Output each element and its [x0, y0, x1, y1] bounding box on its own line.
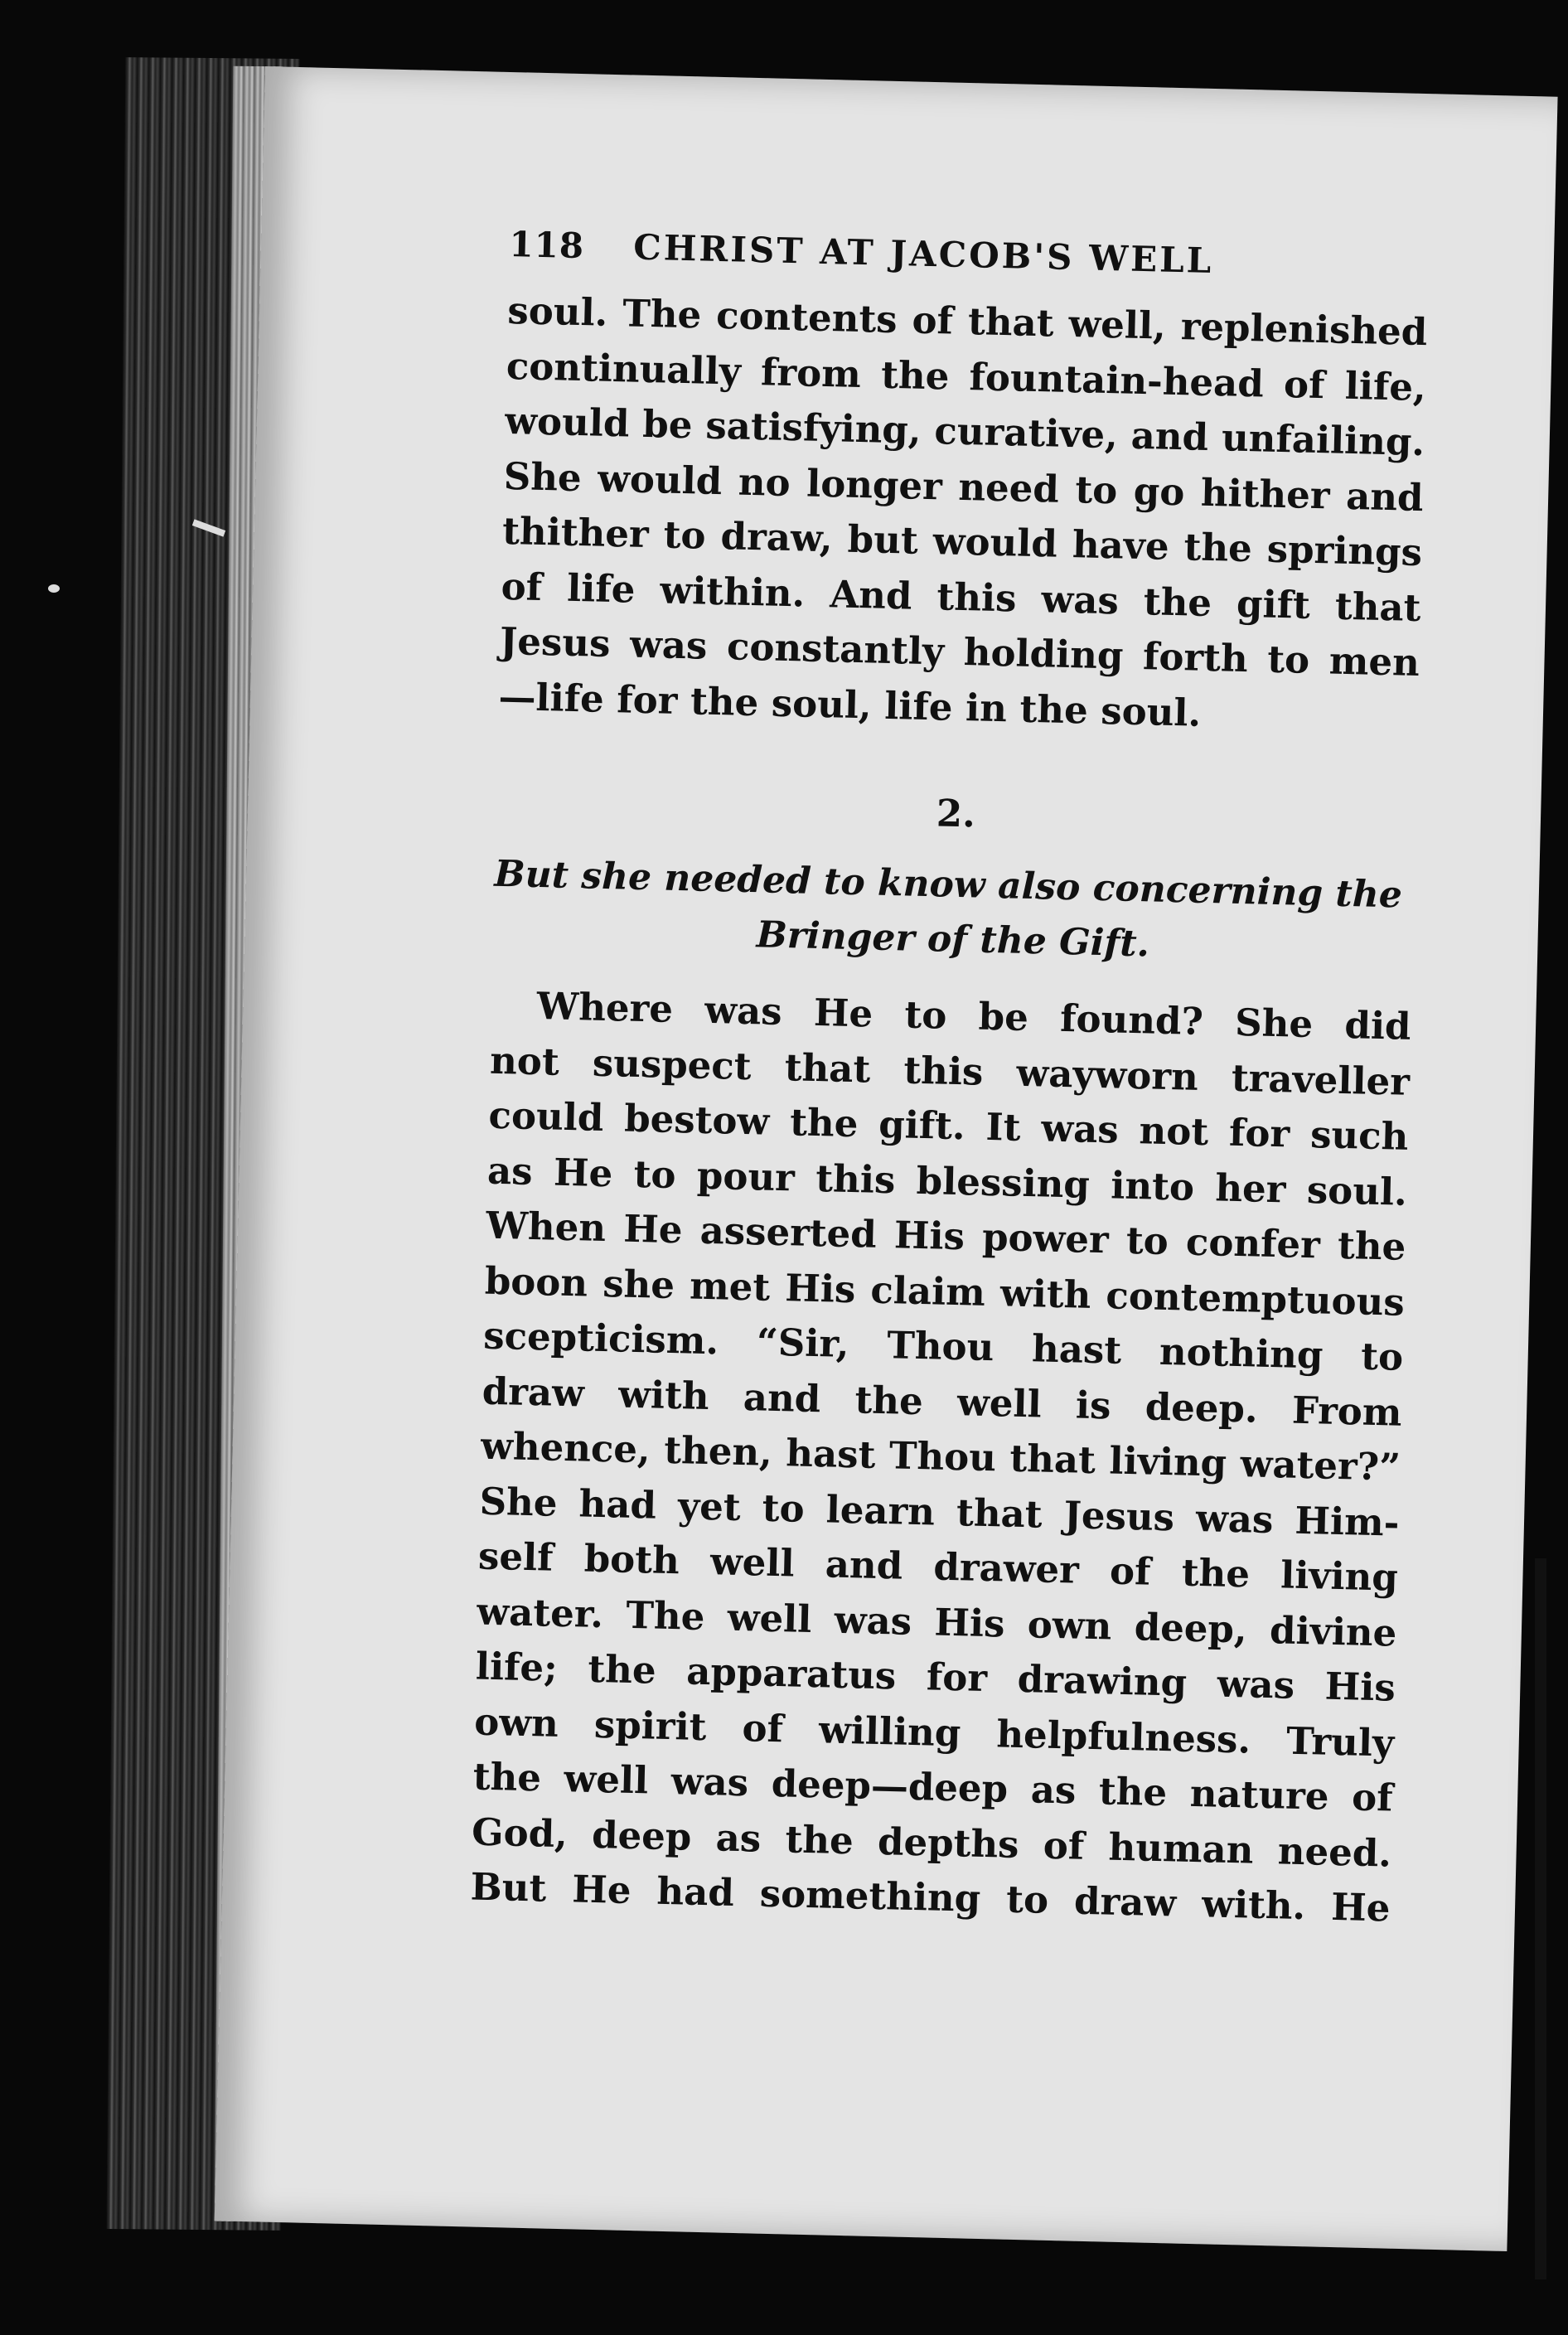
text-line: whence, then, hast Thou that living water?”: [480, 1423, 1401, 1490]
text-line: Where was He to be found? She did: [536, 984, 1412, 1049]
heading-line: But she needed to know also concerning the: [493, 852, 1403, 917]
text-line: would be satisfying, curative, and unfailing.: [504, 398, 1425, 465]
heading-line: Bringer of the Gift.: [756, 913, 1150, 966]
text-line: When He asserted His power to confer the: [485, 1203, 1406, 1269]
text-line: could bestow the gift. It was not for such: [488, 1092, 1409, 1159]
running-title: CHRIST AT JACOB'S WELL: [632, 226, 1214, 282]
text-line: But He had something to draw with. He: [470, 1864, 1391, 1930]
text-line: of life within. And this was the gift that: [501, 564, 1422, 630]
text-line: not suspect that this wayworn traveller: [489, 1038, 1411, 1104]
text-line: life; the apparatus for drawing was His: [475, 1644, 1396, 1710]
paragraph-2: [470, 978, 1411, 1936]
next-page-edge: [1535, 1558, 1546, 2279]
text-line: thither to draw, but would have the springs: [501, 508, 1423, 575]
text-line: She had yet to learn that Jesus was Him-: [479, 1479, 1401, 1545]
paragraph-1: [498, 283, 1428, 746]
text-line: soul. The contents of that well, replenished: [506, 288, 1428, 355]
text-line: Jesus was constantly holding forth to men: [499, 618, 1420, 685]
text-line: self both well and drawer of the living: [477, 1533, 1399, 1600]
dust-speck: [48, 584, 60, 593]
text-line: as He to pour this blessing into her soul.: [486, 1148, 1408, 1214]
text-line: continually from the fountain-head of life,: [506, 343, 1427, 409]
text-line: She would no longer need to go hither and: [503, 453, 1425, 520]
page-text: [470, 224, 1430, 1936]
text-line: the well was deep—deep as the nature of: [472, 1754, 1394, 1820]
text-line: own spirit of willing helpfulness. Truly: [473, 1699, 1395, 1766]
text-line: —life for the soul, life in the soul.: [497, 674, 1202, 735]
page-number: 118: [508, 224, 585, 267]
text-line: water. The well was His own deep, divine: [476, 1589, 1397, 1655]
text-line: draw with and the well is deep. From: [482, 1369, 1403, 1435]
text-line: scepticism. “Sir, Thou hast nothing to: [482, 1313, 1404, 1379]
section-heading: [492, 847, 1415, 978]
text-line: boon she met His claim with contemptuous: [484, 1258, 1406, 1325]
text-line: God, deep as the depths of human need.: [471, 1809, 1392, 1876]
section-number: 2.: [936, 791, 976, 836]
